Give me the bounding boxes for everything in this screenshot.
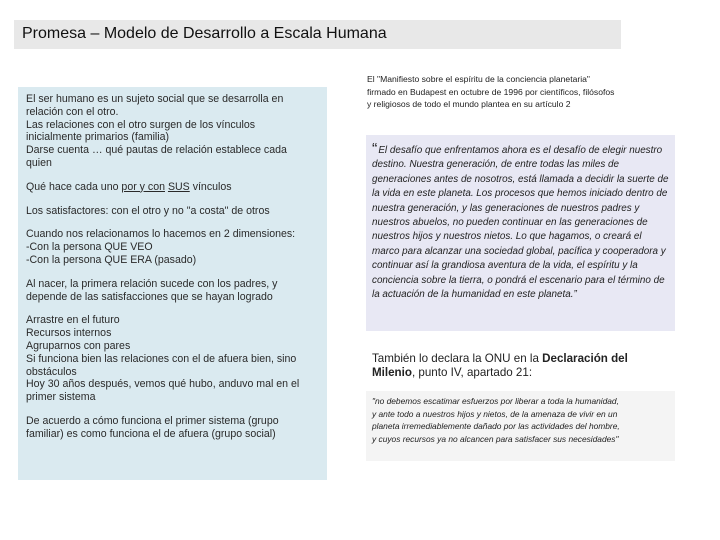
paragraph-birth [26,278,321,304]
text-line: obstáculos [26,365,77,378]
intro-line: El "Manifiesto sobre el espíritu de la conciencia planetaria" [367,74,590,84]
declaration-title: Declaración del Milenio [372,352,628,379]
text-line: Si funciona bien las relaciones con el de afuera bien, sino [26,352,297,365]
paragraph-future [26,314,321,404]
text-line: familiar) es como funciona el de afuera (grupo social) [26,427,276,440]
paragraph-satisfiers: Los satisfactores: con el otro y no "a costa" de otros [26,204,270,217]
un-declaration-text [372,352,672,380]
text-line: relación con el otro. [26,105,119,118]
intro-line: y religiosos de todo el mundo plantea en su artículo 2 [367,99,571,109]
text-fragment: También lo declara la ONU en la [372,352,543,365]
text-fragment: , punto IV, apartado 21: [411,366,533,379]
paragraph-first-system [26,415,321,441]
text-fragment: vínculos [189,180,232,193]
un-quote-line: y ante todo a nuestros hijos y nietos, de la amenaza de vivir en un [372,408,618,419]
paragraph-bonds [26,181,321,194]
left-text-panel [18,87,327,480]
text-line: primer sistema [26,391,96,404]
un-quote [366,391,675,461]
slide-title: Promesa – Modelo de Desarrollo a Escala Humana [14,20,621,49]
text-line: Recursos internos [26,327,112,340]
text-line: El ser humano es un sujeto social que se desarrolla en [26,93,284,105]
underlined-text: por y con [121,180,165,193]
text-line: -Con la persona QUE VEO [26,241,153,254]
paragraph-human-social [26,93,321,170]
text-line: depende de las satisfacciones que se hayan logrado [26,290,273,303]
text-line: inicialmente primarios (familia) [26,131,170,144]
un-quote-line: y cuyos recursos ya no alcancen para satisfacer sus necesidades" [372,433,619,444]
opening-quote-mark: “ [372,141,378,158]
text-line: Agruparnos con pares [26,339,131,352]
un-quote-line: "no debemos escatimar esfuerzos por liberar a toda la humanidad, [372,396,619,406]
un-quote-line: planeta irremediablemente dañado por las actividades del hombre, [372,421,620,432]
text-line: Al nacer, la primera relación sucede con los padres, y [26,277,278,290]
manifesto-quote [366,135,675,331]
quote-text: El desafío que enfrentamos ahora es el desafío de elegir nuestro destino. Nuestra generación, de entre todas las miles de generaciones antes de nosotros, está llamada a decidir la suerte de la vida en este planeta. Los procesos que hemos iniciado dentro de nuestra generación, y las generaciones de nuestros padres y nuestros abuelos, no pueden continuar en las generaciones de nuestros hijos y nuestros nietos. Lo que hagamos, o creará el marco para alcanzar una sociedad global, pacífica y cooperadora y continuar así la grandiosa aventura de la vida, el espíritu y la conciencia sobre la tierra, o pondrá el escenario para el término de la actuación de la humanidad en este planeta.” [372,145,669,301]
text-fragment: Qué hace cada uno [26,180,122,193]
paragraph-dimensions [26,228,321,266]
manifesto-intro [367,73,667,111]
text-line: Arrastre en el futuro [26,314,120,327]
text-line: -Con la persona QUE ERA (pasado) [26,253,197,266]
text-line: Hoy 30 años después, vemos qué hubo, anduvo mal en el [26,378,300,391]
underlined-text: SUS [167,180,190,193]
text-line: De acuerdo a cómo funciona el primer sistema (grupo [26,414,279,427]
text-line: Cuando nos relacionamos lo hacemos en 2 dimensiones: [26,228,296,241]
intro-line: firmado en Budapest en octubre de 1996 por científicos, filósofos [367,86,615,97]
text-line: Las relaciones con el otro surgen de los vínculos [26,118,256,131]
text-line: Darse cuenta … qué pautas de relación establece cada [26,144,287,157]
text-line: quien [26,156,52,169]
